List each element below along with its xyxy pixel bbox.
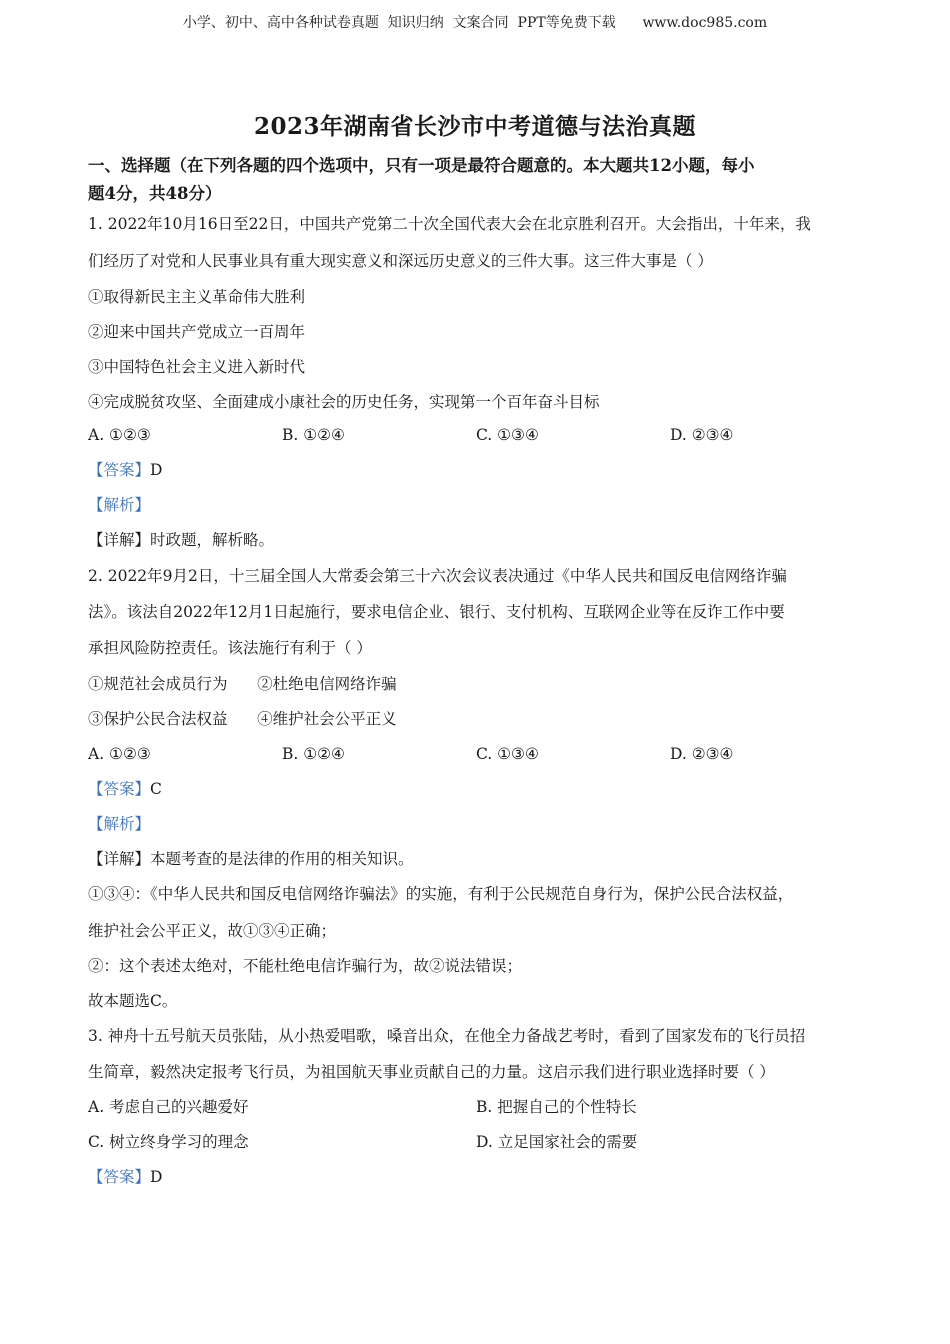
q1-item: ③中国特色社会主义进入新时代	[88, 358, 306, 376]
q1-stem-line1: 1. 2022年10月16日至22日，中国共产党第二十次全国代表大会在北京胜利召开。大会指出，十年来，我	[88, 215, 811, 233]
answer-value: C	[150, 780, 162, 798]
q3-answer	[88, 1166, 162, 1188]
q1-analysis-tag: 【解析】	[88, 496, 151, 514]
q2-explanation-line: ②：这个表述太绝对，不能杜绝电信诈骗行为，故②说法错误；	[88, 957, 523, 975]
detail-text: 本题考查的是法律的作用的相关知识。	[150, 850, 414, 868]
q2-stem-line3: 承担风险防控责任。该法施行有利于（ ）	[88, 639, 372, 657]
q3-stem-line1: 3. 神舟十五号航天员张陆，从小热爱唱歌，嗓音出众，在他全力备战艺考时，看到了国家发布的飞行员招	[88, 1027, 806, 1045]
q3-option-d: D. 立足国家社会的需要	[476, 1133, 638, 1151]
detail-tag: 【详解】	[88, 531, 151, 549]
detail-text: 时政题，解析略。	[150, 531, 275, 549]
q2-explanation-line: ①③④：《中华人民共和国反电信网络诈骗法》的实施，有利于公民规范自身行为，保护公民合法权益，	[88, 885, 794, 903]
answer-tag: 【答案】	[88, 780, 151, 798]
q1-option-d: D. ②③④	[670, 426, 734, 444]
q1-item: ②迎来中国共产党成立一百周年	[88, 323, 306, 341]
q3-option-b: B. 把握自己的个性特长	[476, 1098, 637, 1116]
q1-option-b: B. ①②④	[282, 426, 345, 444]
q2-items-row2: ③保护公民合法权益 ④维护社会公平正义	[88, 710, 397, 728]
q3-option-c: C. 树立终身学习的理念	[88, 1133, 249, 1151]
section-heading-line1: 一、选择题（在下列各题的四个选项中，只有一项是最符合题意的。本大题共12小题，每小	[88, 156, 755, 175]
q1-item: ①取得新民主主义革命伟大胜利	[88, 288, 306, 306]
q2-stem-line2: 法》。该法自2022年12月1日起施行，要求电信企业、银行、支付机构、互联网企业等在反诈工作中要	[88, 603, 785, 621]
q1-detail	[88, 529, 274, 551]
q2-explanation-line: 故本题选C。	[88, 992, 178, 1010]
q2-detail	[88, 848, 414, 870]
section-heading	[88, 152, 868, 208]
q2-analysis-tag: 【解析】	[88, 815, 151, 833]
q2-explanation-line: 维护社会公平正义，故①③④正确；	[88, 922, 337, 940]
q2-stem-line1: 2. 2022年9月2日，十三届全国人大常委会第三十六次会议表决通过《中华人民共和国反电信网络诈骗	[88, 567, 787, 585]
site-header: 小学、初中、高中各种试卷真题 知识归纳 文案合同 PPT等免费下载 www.doc985.com	[182, 15, 768, 31]
q2-option-a: A. ①②③	[88, 745, 151, 763]
q1-item: ④完成脱贫攻坚、全面建成小康社会的历史任务，实现第一个百年奋斗目标	[88, 393, 600, 411]
page-title: 2023年湖南省长沙市中考道德与法治真题	[253, 113, 696, 140]
q1-answer	[88, 459, 162, 481]
q2-items-row1: ①规范社会成员行为 ②杜绝电信网络诈骗	[88, 675, 397, 693]
q2-option-b: B. ①②④	[282, 745, 345, 763]
answer-tag: 【答案】	[88, 461, 151, 479]
q3-option-a: A. 考虑自己的兴趣爱好	[88, 1098, 249, 1116]
q3-stem-line2: 生简章，毅然决定报考飞行员，为祖国航天事业贡献自己的力量。这启示我们进行职业选择时要（ ）	[88, 1063, 775, 1081]
q2-option-c: C. ①③④	[476, 745, 539, 763]
section-heading-line2: 题4分，共48分）	[88, 184, 222, 203]
q1-option-a: A. ①②③	[88, 426, 151, 444]
q1-stem-line2: 们经历了对党和人民事业具有重大现实意义和深远历史意义的三件大事。这三件大事是（ ）	[88, 252, 713, 270]
answer-tag: 【答案】	[88, 1168, 151, 1186]
detail-tag: 【详解】	[88, 850, 151, 868]
q2-answer	[88, 778, 162, 800]
q1-option-c: C. ①③④	[476, 426, 539, 444]
answer-value: D	[150, 461, 163, 479]
q2-option-d: D. ②③④	[670, 745, 734, 763]
answer-value: D	[150, 1168, 163, 1186]
